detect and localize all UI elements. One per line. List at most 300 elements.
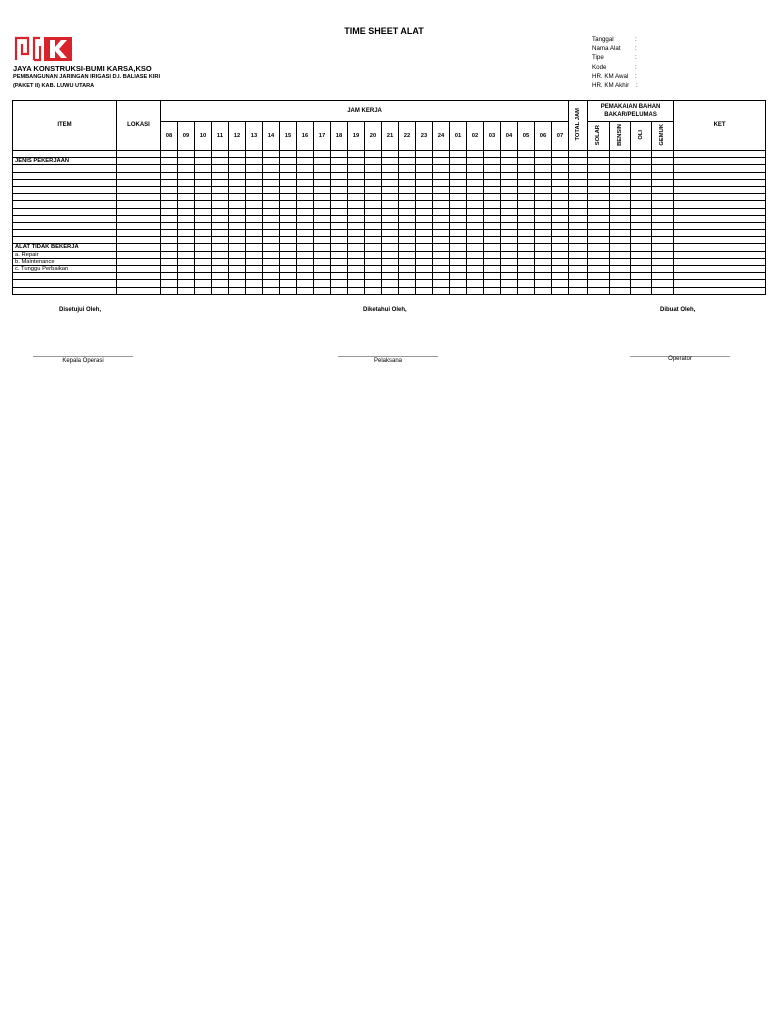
entry-cell[interactable] bbox=[195, 258, 212, 265]
entry-cell[interactable] bbox=[314, 165, 331, 172]
entry-cell[interactable] bbox=[588, 237, 610, 244]
entry-cell[interactable] bbox=[631, 158, 652, 165]
entry-cell[interactable] bbox=[569, 186, 588, 193]
entry-cell[interactable] bbox=[467, 287, 484, 294]
entry-cell[interactable] bbox=[467, 237, 484, 244]
entry-cell[interactable] bbox=[365, 230, 382, 237]
entry-cell[interactable] bbox=[569, 237, 588, 244]
entry-cell[interactable] bbox=[610, 186, 631, 193]
entry-cell[interactable] bbox=[195, 280, 212, 287]
entry-cell[interactable] bbox=[610, 215, 631, 222]
entry-cell[interactable] bbox=[280, 151, 297, 158]
entry-cell[interactable] bbox=[382, 158, 399, 165]
entry-cell[interactable] bbox=[433, 158, 450, 165]
entry-cell[interactable] bbox=[674, 208, 766, 215]
entry-cell[interactable] bbox=[117, 172, 161, 179]
entry-cell[interactable] bbox=[467, 151, 484, 158]
entry-cell[interactable] bbox=[416, 251, 433, 258]
entry-cell[interactable] bbox=[365, 194, 382, 201]
entry-cell[interactable] bbox=[246, 287, 263, 294]
entry-cell[interactable] bbox=[433, 179, 450, 186]
entry-cell[interactable] bbox=[212, 230, 229, 237]
entry-cell[interactable] bbox=[297, 230, 314, 237]
entry-cell[interactable] bbox=[280, 237, 297, 244]
entry-cell[interactable] bbox=[467, 194, 484, 201]
entry-cell[interactable] bbox=[399, 251, 416, 258]
entry-cell[interactable] bbox=[246, 172, 263, 179]
entry-cell[interactable] bbox=[501, 222, 518, 229]
entry-cell[interactable] bbox=[212, 151, 229, 158]
entry-cell[interactable] bbox=[314, 237, 331, 244]
entry-cell[interactable] bbox=[484, 237, 501, 244]
entry-cell[interactable] bbox=[331, 266, 348, 273]
entry-cell[interactable] bbox=[518, 237, 535, 244]
entry-cell[interactable] bbox=[161, 215, 178, 222]
entry-cell[interactable] bbox=[484, 172, 501, 179]
entry-cell[interactable] bbox=[297, 172, 314, 179]
entry-cell[interactable] bbox=[467, 215, 484, 222]
entry-cell[interactable] bbox=[297, 151, 314, 158]
entry-cell[interactable] bbox=[535, 222, 552, 229]
entry-cell[interactable] bbox=[331, 165, 348, 172]
entry-cell[interactable] bbox=[365, 165, 382, 172]
entry-cell[interactable] bbox=[450, 244, 467, 251]
entry-cell[interactable] bbox=[297, 273, 314, 280]
entry-cell[interactable] bbox=[212, 172, 229, 179]
entry-cell[interactable] bbox=[433, 165, 450, 172]
entry-cell[interactable] bbox=[314, 201, 331, 208]
entry-cell[interactable] bbox=[652, 251, 674, 258]
entry-cell[interactable] bbox=[399, 287, 416, 294]
entry-cell[interactable] bbox=[229, 251, 246, 258]
entry-cell[interactable] bbox=[433, 280, 450, 287]
entry-cell[interactable] bbox=[484, 215, 501, 222]
entry-cell[interactable] bbox=[652, 230, 674, 237]
entry-cell[interactable] bbox=[280, 186, 297, 193]
entry-cell[interactable] bbox=[348, 172, 365, 179]
entry-cell[interactable] bbox=[416, 194, 433, 201]
entry-cell[interactable] bbox=[450, 151, 467, 158]
entry-cell[interactable] bbox=[178, 179, 195, 186]
entry-cell[interactable] bbox=[117, 230, 161, 237]
entry-cell[interactable] bbox=[610, 258, 631, 265]
entry-cell[interactable] bbox=[212, 251, 229, 258]
entry-cell[interactable] bbox=[484, 151, 501, 158]
entry-cell[interactable] bbox=[263, 172, 280, 179]
entry-cell[interactable] bbox=[246, 251, 263, 258]
entry-cell[interactable] bbox=[450, 172, 467, 179]
entry-cell[interactable] bbox=[535, 237, 552, 244]
entry-cell[interactable] bbox=[416, 165, 433, 172]
entry-cell[interactable] bbox=[331, 172, 348, 179]
entry-cell[interactable] bbox=[535, 287, 552, 294]
entry-cell[interactable] bbox=[117, 165, 161, 172]
entry-cell[interactable] bbox=[552, 158, 569, 165]
entry-cell[interactable] bbox=[229, 244, 246, 251]
entry-cell[interactable] bbox=[450, 273, 467, 280]
entry-cell[interactable] bbox=[195, 266, 212, 273]
entry-cell[interactable] bbox=[229, 273, 246, 280]
entry-cell[interactable] bbox=[484, 244, 501, 251]
entry-cell[interactable] bbox=[399, 179, 416, 186]
entry-cell[interactable] bbox=[569, 151, 588, 158]
entry-cell[interactable] bbox=[246, 158, 263, 165]
entry-cell[interactable] bbox=[518, 208, 535, 215]
entry-cell[interactable] bbox=[280, 287, 297, 294]
entry-cell[interactable] bbox=[314, 208, 331, 215]
entry-cell[interactable] bbox=[552, 165, 569, 172]
entry-cell[interactable] bbox=[229, 230, 246, 237]
entry-cell[interactable] bbox=[280, 230, 297, 237]
entry-cell[interactable] bbox=[652, 273, 674, 280]
entry-cell[interactable] bbox=[433, 237, 450, 244]
entry-cell[interactable] bbox=[263, 158, 280, 165]
entry-cell[interactable] bbox=[297, 179, 314, 186]
entry-cell[interactable] bbox=[535, 201, 552, 208]
entry-cell[interactable] bbox=[631, 222, 652, 229]
entry-cell[interactable] bbox=[416, 151, 433, 158]
entry-cell[interactable] bbox=[631, 172, 652, 179]
entry-cell[interactable] bbox=[610, 194, 631, 201]
entry-cell[interactable] bbox=[280, 280, 297, 287]
entry-cell[interactable] bbox=[161, 165, 178, 172]
entry-cell[interactable] bbox=[674, 230, 766, 237]
entry-cell[interactable] bbox=[450, 251, 467, 258]
entry-cell[interactable] bbox=[246, 179, 263, 186]
entry-cell[interactable] bbox=[484, 208, 501, 215]
entry-cell[interactable] bbox=[433, 266, 450, 273]
entry-cell[interactable] bbox=[348, 280, 365, 287]
entry-cell[interactable] bbox=[161, 186, 178, 193]
entry-cell[interactable] bbox=[450, 208, 467, 215]
entry-cell[interactable] bbox=[399, 237, 416, 244]
entry-cell[interactable] bbox=[631, 165, 652, 172]
entry-cell[interactable] bbox=[382, 194, 399, 201]
entry-cell[interactable] bbox=[518, 287, 535, 294]
entry-cell[interactable] bbox=[588, 179, 610, 186]
entry-cell[interactable] bbox=[467, 165, 484, 172]
entry-cell[interactable] bbox=[280, 266, 297, 273]
entry-cell[interactable] bbox=[280, 215, 297, 222]
entry-cell[interactable] bbox=[610, 158, 631, 165]
entry-cell[interactable] bbox=[588, 273, 610, 280]
entry-cell[interactable] bbox=[518, 179, 535, 186]
entry-cell[interactable] bbox=[484, 201, 501, 208]
entry-cell[interactable] bbox=[518, 215, 535, 222]
entry-cell[interactable] bbox=[246, 194, 263, 201]
entry-cell[interactable] bbox=[588, 244, 610, 251]
entry-cell[interactable] bbox=[246, 280, 263, 287]
entry-cell[interactable] bbox=[399, 273, 416, 280]
entry-cell[interactable] bbox=[314, 251, 331, 258]
entry-cell[interactable] bbox=[501, 172, 518, 179]
entry-cell[interactable] bbox=[263, 237, 280, 244]
entry-cell[interactable] bbox=[178, 194, 195, 201]
entry-cell[interactable] bbox=[416, 273, 433, 280]
entry-cell[interactable] bbox=[518, 244, 535, 251]
entry-cell[interactable] bbox=[365, 244, 382, 251]
entry-cell[interactable] bbox=[365, 237, 382, 244]
entry-cell[interactable] bbox=[246, 201, 263, 208]
entry-cell[interactable] bbox=[652, 158, 674, 165]
entry-cell[interactable] bbox=[314, 172, 331, 179]
entry-cell[interactable] bbox=[535, 244, 552, 251]
entry-cell[interactable] bbox=[195, 186, 212, 193]
entry-cell[interactable] bbox=[552, 273, 569, 280]
entry-cell[interactable] bbox=[433, 251, 450, 258]
entry-cell[interactable] bbox=[631, 244, 652, 251]
entry-cell[interactable] bbox=[195, 251, 212, 258]
entry-cell[interactable] bbox=[467, 251, 484, 258]
entry-cell[interactable] bbox=[382, 280, 399, 287]
entry-cell[interactable] bbox=[314, 287, 331, 294]
entry-cell[interactable] bbox=[610, 230, 631, 237]
entry-cell[interactable] bbox=[450, 158, 467, 165]
entry-cell[interactable] bbox=[416, 201, 433, 208]
entry-cell[interactable] bbox=[433, 244, 450, 251]
entry-cell[interactable] bbox=[674, 280, 766, 287]
entry-cell[interactable] bbox=[246, 237, 263, 244]
entry-cell[interactable] bbox=[588, 222, 610, 229]
entry-cell[interactable] bbox=[178, 208, 195, 215]
entry-cell[interactable] bbox=[229, 194, 246, 201]
entry-cell[interactable] bbox=[610, 165, 631, 172]
entry-cell[interactable] bbox=[178, 244, 195, 251]
entry-cell[interactable] bbox=[331, 151, 348, 158]
entry-cell[interactable] bbox=[484, 280, 501, 287]
entry-cell[interactable] bbox=[314, 244, 331, 251]
entry-cell[interactable] bbox=[484, 287, 501, 294]
entry-cell[interactable] bbox=[229, 172, 246, 179]
entry-cell[interactable] bbox=[382, 208, 399, 215]
entry-cell[interactable] bbox=[433, 201, 450, 208]
entry-cell[interactable] bbox=[631, 287, 652, 294]
entry-cell[interactable] bbox=[117, 237, 161, 244]
entry-cell[interactable] bbox=[588, 287, 610, 294]
entry-cell[interactable] bbox=[518, 194, 535, 201]
entry-cell[interactable] bbox=[535, 186, 552, 193]
entry-cell[interactable] bbox=[195, 215, 212, 222]
entry-cell[interactable] bbox=[416, 215, 433, 222]
entry-cell[interactable] bbox=[399, 280, 416, 287]
entry-cell[interactable] bbox=[178, 237, 195, 244]
entry-cell[interactable] bbox=[610, 244, 631, 251]
entry-cell[interactable] bbox=[161, 237, 178, 244]
entry-cell[interactable] bbox=[674, 258, 766, 265]
entry-cell[interactable] bbox=[501, 237, 518, 244]
entry-cell[interactable] bbox=[433, 230, 450, 237]
entry-cell[interactable] bbox=[501, 165, 518, 172]
entry-cell[interactable] bbox=[399, 266, 416, 273]
entry-cell[interactable] bbox=[117, 158, 161, 165]
entry-cell[interactable] bbox=[652, 237, 674, 244]
entry-cell[interactable] bbox=[535, 280, 552, 287]
entry-cell[interactable] bbox=[535, 158, 552, 165]
entry-cell[interactable] bbox=[450, 237, 467, 244]
entry-cell[interactable] bbox=[674, 151, 766, 158]
entry-cell[interactable] bbox=[263, 222, 280, 229]
entry-cell[interactable] bbox=[467, 244, 484, 251]
entry-cell[interactable] bbox=[399, 244, 416, 251]
entry-cell[interactable] bbox=[501, 158, 518, 165]
entry-cell[interactable] bbox=[331, 179, 348, 186]
entry-cell[interactable] bbox=[610, 179, 631, 186]
entry-cell[interactable] bbox=[263, 287, 280, 294]
entry-cell[interactable] bbox=[195, 172, 212, 179]
entry-cell[interactable] bbox=[569, 201, 588, 208]
entry-cell[interactable] bbox=[297, 266, 314, 273]
entry-cell[interactable] bbox=[467, 201, 484, 208]
entry-cell[interactable] bbox=[652, 222, 674, 229]
entry-cell[interactable] bbox=[416, 244, 433, 251]
entry-cell[interactable] bbox=[674, 222, 766, 229]
entry-cell[interactable] bbox=[518, 258, 535, 265]
entry-cell[interactable] bbox=[399, 186, 416, 193]
entry-cell[interactable] bbox=[652, 172, 674, 179]
entry-cell[interactable] bbox=[263, 186, 280, 193]
entry-cell[interactable] bbox=[314, 222, 331, 229]
entry-cell[interactable] bbox=[610, 208, 631, 215]
entry-cell[interactable] bbox=[652, 280, 674, 287]
entry-cell[interactable] bbox=[552, 186, 569, 193]
entry-cell[interactable] bbox=[416, 230, 433, 237]
entry-cell[interactable] bbox=[631, 215, 652, 222]
entry-cell[interactable] bbox=[610, 172, 631, 179]
entry-cell[interactable] bbox=[382, 215, 399, 222]
entry-cell[interactable] bbox=[212, 201, 229, 208]
entry-cell[interactable] bbox=[518, 222, 535, 229]
entry-cell[interactable] bbox=[467, 172, 484, 179]
entry-cell[interactable] bbox=[588, 251, 610, 258]
entry-cell[interactable] bbox=[263, 208, 280, 215]
entry-cell[interactable] bbox=[610, 287, 631, 294]
entry-cell[interactable] bbox=[450, 186, 467, 193]
entry-cell[interactable] bbox=[450, 165, 467, 172]
entry-cell[interactable] bbox=[674, 244, 766, 251]
entry-cell[interactable] bbox=[399, 258, 416, 265]
entry-cell[interactable] bbox=[331, 280, 348, 287]
entry-cell[interactable] bbox=[433, 151, 450, 158]
entry-cell[interactable] bbox=[161, 208, 178, 215]
entry-cell[interactable] bbox=[674, 237, 766, 244]
entry-cell[interactable] bbox=[518, 266, 535, 273]
entry-cell[interactable] bbox=[246, 258, 263, 265]
entry-cell[interactable] bbox=[552, 258, 569, 265]
entry-cell[interactable] bbox=[450, 215, 467, 222]
entry-cell[interactable] bbox=[229, 186, 246, 193]
entry-cell[interactable] bbox=[399, 215, 416, 222]
entry-cell[interactable] bbox=[484, 194, 501, 201]
entry-cell[interactable] bbox=[161, 222, 178, 229]
entry-cell[interactable] bbox=[280, 158, 297, 165]
entry-cell[interactable] bbox=[518, 201, 535, 208]
entry-cell[interactable] bbox=[588, 194, 610, 201]
entry-cell[interactable] bbox=[178, 158, 195, 165]
entry-cell[interactable] bbox=[674, 165, 766, 172]
entry-cell[interactable] bbox=[652, 151, 674, 158]
entry-cell[interactable] bbox=[178, 215, 195, 222]
entry-cell[interactable] bbox=[535, 258, 552, 265]
entry-cell[interactable] bbox=[161, 266, 178, 273]
entry-cell[interactable] bbox=[416, 208, 433, 215]
entry-cell[interactable] bbox=[433, 215, 450, 222]
entry-cell[interactable] bbox=[674, 287, 766, 294]
entry-cell[interactable] bbox=[117, 215, 161, 222]
entry-cell[interactable] bbox=[161, 194, 178, 201]
entry-cell[interactable] bbox=[280, 251, 297, 258]
entry-cell[interactable] bbox=[569, 172, 588, 179]
entry-cell[interactable] bbox=[416, 287, 433, 294]
entry-cell[interactable] bbox=[263, 230, 280, 237]
entry-cell[interactable] bbox=[229, 222, 246, 229]
entry-cell[interactable] bbox=[178, 266, 195, 273]
entry-cell[interactable] bbox=[382, 273, 399, 280]
entry-cell[interactable] bbox=[535, 165, 552, 172]
entry-cell[interactable] bbox=[652, 165, 674, 172]
entry-cell[interactable] bbox=[263, 273, 280, 280]
entry-cell[interactable] bbox=[535, 230, 552, 237]
entry-cell[interactable] bbox=[229, 215, 246, 222]
entry-cell[interactable] bbox=[246, 266, 263, 273]
entry-cell[interactable] bbox=[348, 258, 365, 265]
entry-cell[interactable] bbox=[652, 179, 674, 186]
entry-cell[interactable] bbox=[117, 258, 161, 265]
entry-cell[interactable] bbox=[348, 151, 365, 158]
entry-cell[interactable] bbox=[652, 258, 674, 265]
entry-cell[interactable] bbox=[631, 237, 652, 244]
entry-cell[interactable] bbox=[588, 172, 610, 179]
entry-cell[interactable] bbox=[348, 230, 365, 237]
entry-cell[interactable] bbox=[246, 215, 263, 222]
entry-cell[interactable] bbox=[501, 266, 518, 273]
entry-cell[interactable] bbox=[229, 266, 246, 273]
entry-cell[interactable] bbox=[484, 258, 501, 265]
entry-cell[interactable] bbox=[382, 186, 399, 193]
entry-cell[interactable] bbox=[246, 222, 263, 229]
entry-cell[interactable] bbox=[552, 230, 569, 237]
entry-cell[interactable] bbox=[569, 280, 588, 287]
entry-cell[interactable] bbox=[246, 208, 263, 215]
entry-cell[interactable] bbox=[117, 201, 161, 208]
entry-cell[interactable] bbox=[297, 222, 314, 229]
entry-cell[interactable] bbox=[610, 222, 631, 229]
entry-cell[interactable] bbox=[161, 151, 178, 158]
entry-cell[interactable] bbox=[631, 201, 652, 208]
entry-cell[interactable] bbox=[178, 151, 195, 158]
entry-cell[interactable] bbox=[382, 230, 399, 237]
entry-cell[interactable] bbox=[365, 215, 382, 222]
entry-cell[interactable] bbox=[178, 165, 195, 172]
entry-cell[interactable] bbox=[161, 172, 178, 179]
entry-cell[interactable] bbox=[365, 172, 382, 179]
entry-cell[interactable] bbox=[501, 151, 518, 158]
entry-cell[interactable] bbox=[569, 273, 588, 280]
entry-cell[interactable] bbox=[348, 237, 365, 244]
entry-cell[interactable] bbox=[195, 273, 212, 280]
entry-cell[interactable] bbox=[569, 266, 588, 273]
entry-cell[interactable] bbox=[631, 208, 652, 215]
entry-cell[interactable] bbox=[314, 186, 331, 193]
entry-cell[interactable] bbox=[450, 222, 467, 229]
entry-cell[interactable] bbox=[652, 244, 674, 251]
entry-cell[interactable] bbox=[178, 251, 195, 258]
entry-cell[interactable] bbox=[518, 280, 535, 287]
entry-cell[interactable] bbox=[552, 287, 569, 294]
entry-cell[interactable] bbox=[569, 222, 588, 229]
entry-cell[interactable] bbox=[195, 208, 212, 215]
entry-cell[interactable] bbox=[382, 258, 399, 265]
entry-cell[interactable] bbox=[195, 222, 212, 229]
